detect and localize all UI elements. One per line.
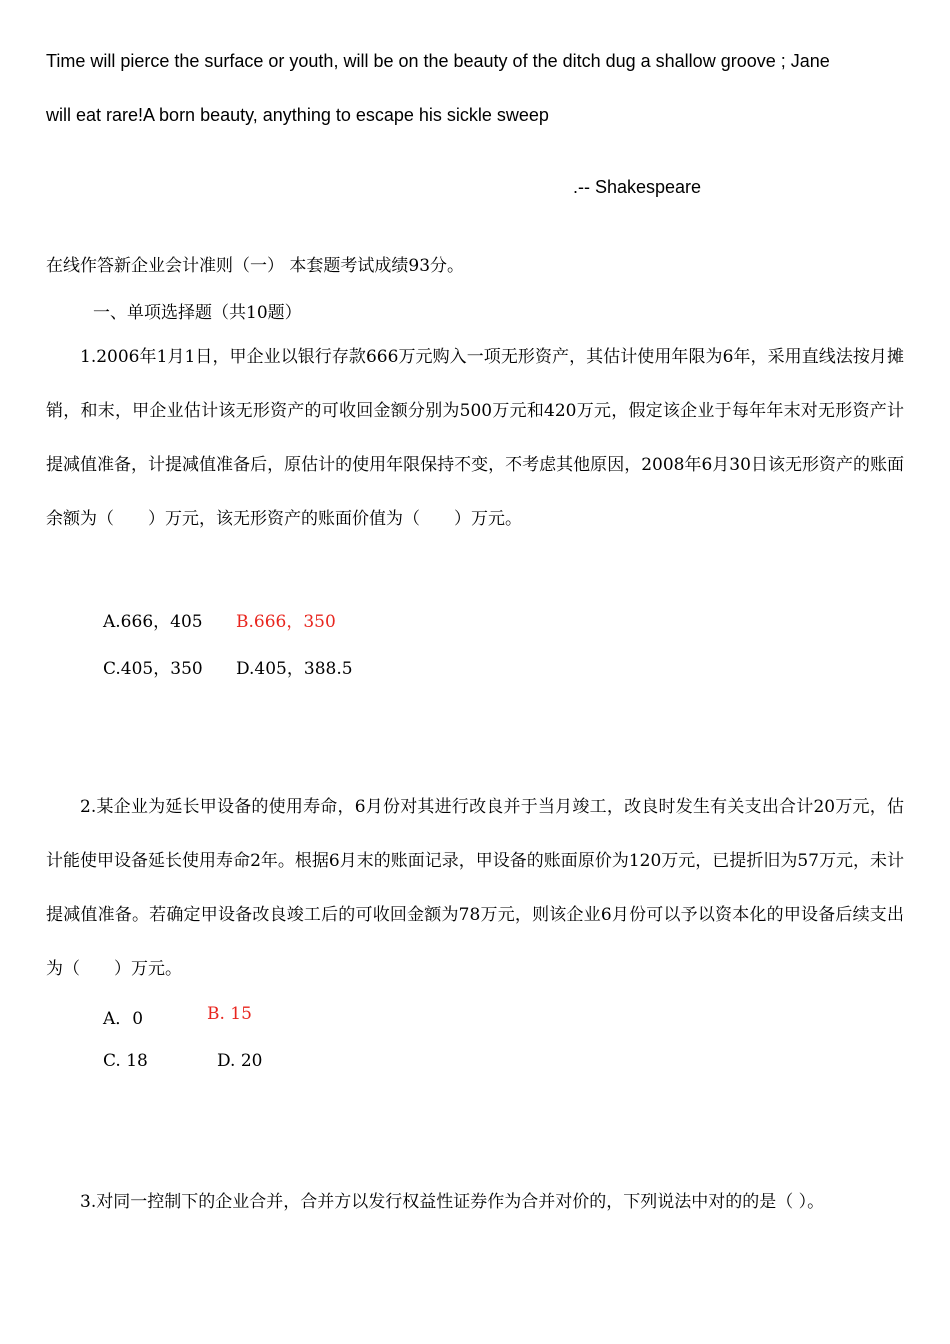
question-1-option-b: B.666，350 — [236, 612, 336, 632]
question-3-text: 3.对同一控制下的企业合并，合并方以发行权益性证券作为合并对价的，下列说法中对的的是（ ）。 — [80, 1192, 825, 1212]
question-2-option-d: D. 20 — [217, 1051, 263, 1071]
question-1-option-d: D.405，388.5 — [236, 659, 353, 679]
question-1-option-c: C.405，350 — [103, 659, 203, 679]
quote-line-1: Time will pierce the surface or youth, will be on the beauty of the ditch dug a shallow groove ; Jane — [46, 51, 830, 71]
page-title: 在线作答新企业会计准则（一） 本套题考试成绩93分。 — [46, 256, 465, 276]
question-2-option-c: C. 18 — [103, 1051, 148, 1071]
question-2-option-b: B. 15 — [207, 1004, 252, 1024]
question-2-text: 2.某企业为延长甲设备的使用寿命，6月份对其进行改良并于当月竣工，改良时发生有关支出合计20万元，估计能使甲设备延长使用寿命2年。根据6月末的账面记录，甲设备的账面原价为120万元，已提折旧为57万元，未计提减值准备。若确定甲设备改良竣工后的可收回金额为78万元，则该企业6月份可以予以资本化的甲设备后续支出为（ ）万元。 — [46, 797, 904, 979]
quote-author: .-- Shakespeare — [573, 177, 702, 197]
quote-line-2: will eat rare!A born beauty, anything to escape his sickle sweep — [46, 105, 549, 125]
question-1-option-a: A.666，405 — [103, 612, 203, 632]
question-2-option-a: A．0 — [103, 1009, 144, 1029]
section-heading: 一、单项选择题（共10题） — [93, 303, 302, 323]
question-1-text: 1.2006年1月1日，甲企业以银行存款666万元购入一项无形资产，其估计使用年限为6年，采用直线法按月摊销，和末，甲企业估计该无形资产的可收回金额分别为500万元和420万元，假定该企业于每年年末对无形资产计提减值准备，计提减值准备后，原估计的使用年限保持不变，不考虑其他原因，2008年6月30日该无形资产的账面余额为（ ）万元，该无形资产的账面价值为（ ）万元。 — [46, 347, 904, 529]
